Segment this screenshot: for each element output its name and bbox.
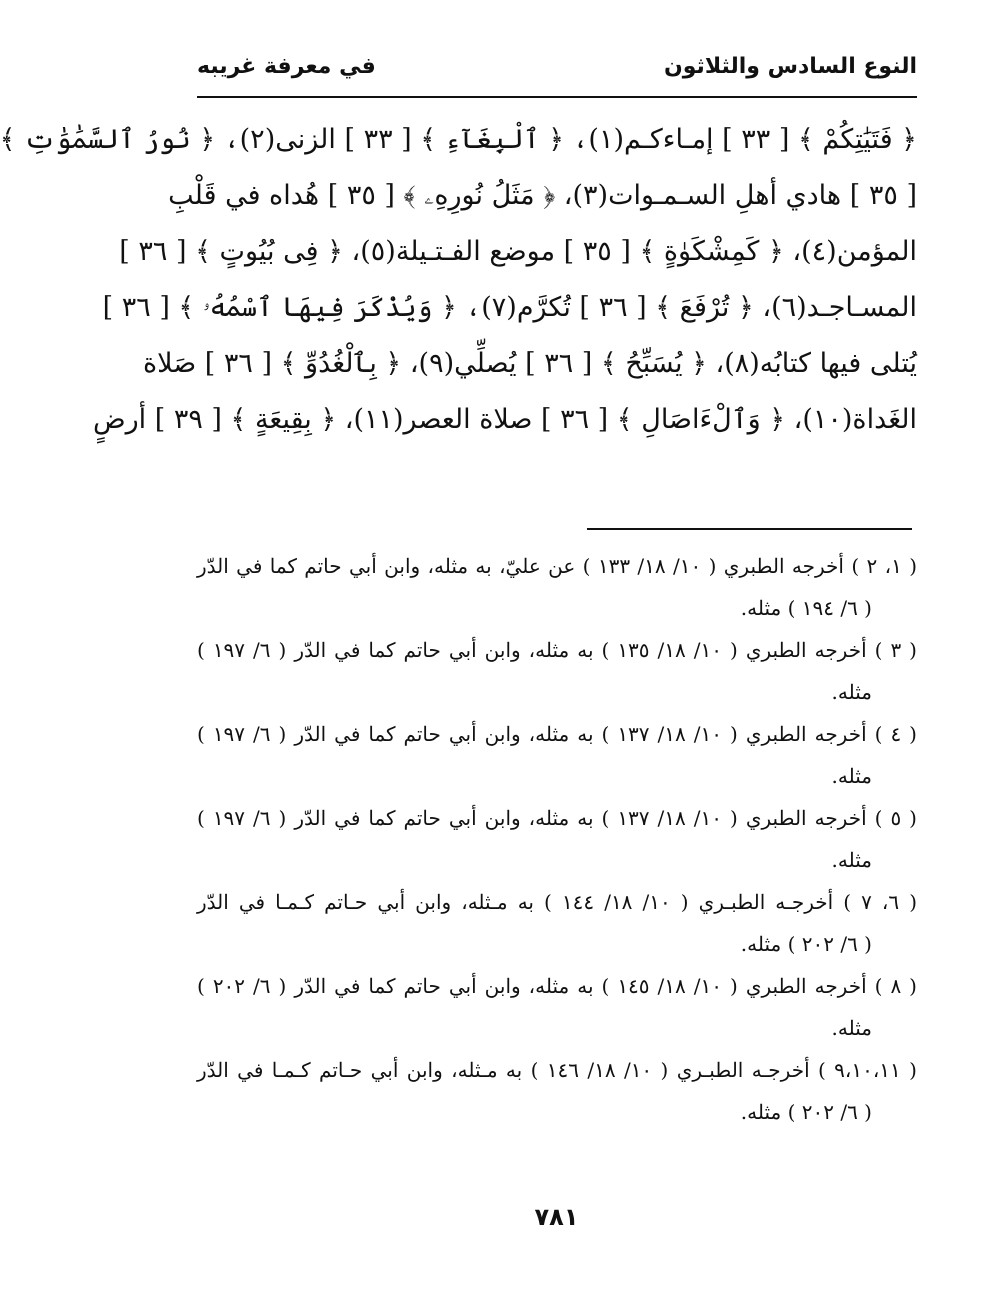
- footnote-line: ( ٦/ ١٩٤ ) مثله.: [740, 596, 872, 620]
- footnote-line: ( ١، ٢ ) أخرجه الطبري ( ١٠/ ١٨/ ١٣٣ ) عن عليّ، به مثله، وابن أبي حاتم كما في الدّر: [197, 554, 917, 578]
- footnote-line: ( ٦، ٧ ) أخرجـه الطبـري ( ١٠/ ١٨/ ١٤٤ ) به مـثله، وابن أبي حـاتم كـمـا في الدّر: [197, 890, 917, 914]
- text-line: يُتلى فيها كتابُه(٨)، ﴿ يُسَبِّحُ ﴾ [ ٣٦ ] يُصلِّي(٩)، ﴿ بِٱلْغُدُوِّ ﴾ [ ٣٦ ] صَلاة: [143, 348, 917, 379]
- section-title: في معرفة غريبه: [197, 54, 376, 79]
- footnote-line: ( ٨ ) أخرجه الطبري ( ١٠/ ١٨/ ١٤٥ ) به مثله، وابن أبي حاتم كما في الدّر ( ٦/ ٢٠٢ ): [197, 974, 917, 998]
- footnote-line: مثله.: [831, 680, 872, 704]
- footnote-line: ( ٣ ) أخرجه الطبري ( ١٠/ ١٨/ ١٣٥ ) به مثله، وابن أبي حاتم كما في الدّر ( ٦/ ١٩٧ ): [197, 638, 917, 662]
- text-line: [ ٣٥ ] هادي أهلِ السـمـوات(٣)، ﴿ مَثَلُ نُورِهِۦ ﴾ [ ٣٥ ] هُداه في قَلْبِ: [168, 180, 917, 211]
- main-text: [0, 112, 917, 448]
- text-line: ﴿ فَتَيَٰتِكُمْ ﴾ [ ٣٣ ] إمـاءكـم(١)، ﴿ ٱلْبِغَآءِ ﴾ [ ٣٣ ] الزنى(٢)، ﴿ نُورُ ٱلسَّمَٰوَٰتِ ﴾: [0, 124, 917, 155]
- chapter-title: النوع السادس والثلاثون: [663, 54, 917, 79]
- footnote-line: ( ٦/ ٢٠٢ ) مثله.: [740, 1100, 872, 1124]
- footnote-line: مثله.: [831, 764, 872, 788]
- text-line: الغَداة(١٠)، ﴿ وَٱلْءَاصَالِ ﴾ [ ٣٦ ] صلاة العصر(١١)، ﴿ بِقِيعَةٍ ﴾ [ ٣٩ ] أرضٍ: [92, 404, 917, 435]
- text-line: المؤمن(٤)، ﴿ كَمِشْكَوٰةٍ ﴾ [ ٣٥ ] موضع الفـتـيلة(٥)، ﴿ فِى بُيُوتٍ ﴾ [ ٣٦ ]: [119, 236, 917, 267]
- footnote-line: ( ٥ ) أخرجه الطبري ( ١٠/ ١٨/ ١٣٧ ) به مثله، وابن أبي حاتم كما في الدّر ( ٦/ ١٩٧ ): [197, 806, 917, 830]
- running-header: [197, 48, 917, 98]
- footnote-line: ( ٤ ) أخرجه الطبري ( ١٠/ ١٨/ ١٣٧ ) به مثله، وابن أبي حاتم كما في الدّر ( ٦/ ١٩٧ ): [197, 722, 917, 746]
- footnote-line: ( ٩،١٠،١١ ) أخرجـه الطبـري ( ١٠/ ١٨/ ١٤٦ ) به مـثله، وابن أبي حـاتم كـمـا في الدّر: [197, 1058, 917, 1082]
- footnote-line: مثله.: [831, 1016, 872, 1040]
- page-number: ٧٨١: [534, 1203, 579, 1231]
- footnote-line: ( ٦/ ٢٠٢ ) مثله.: [740, 932, 872, 956]
- footnotes: [197, 545, 917, 1133]
- footnote-separator: [587, 528, 912, 530]
- footnote-line: مثله.: [831, 848, 872, 872]
- text-line: المسـاجـد(٦)، ﴿ تُرْفَعَ ﴾ [ ٣٦ ] تُكرَّم(٧)، ﴿ وَيُذْكَرَ فِيهَا ٱسْمُهُۥ ﴾ [ ٣٦ ]: [102, 292, 917, 323]
